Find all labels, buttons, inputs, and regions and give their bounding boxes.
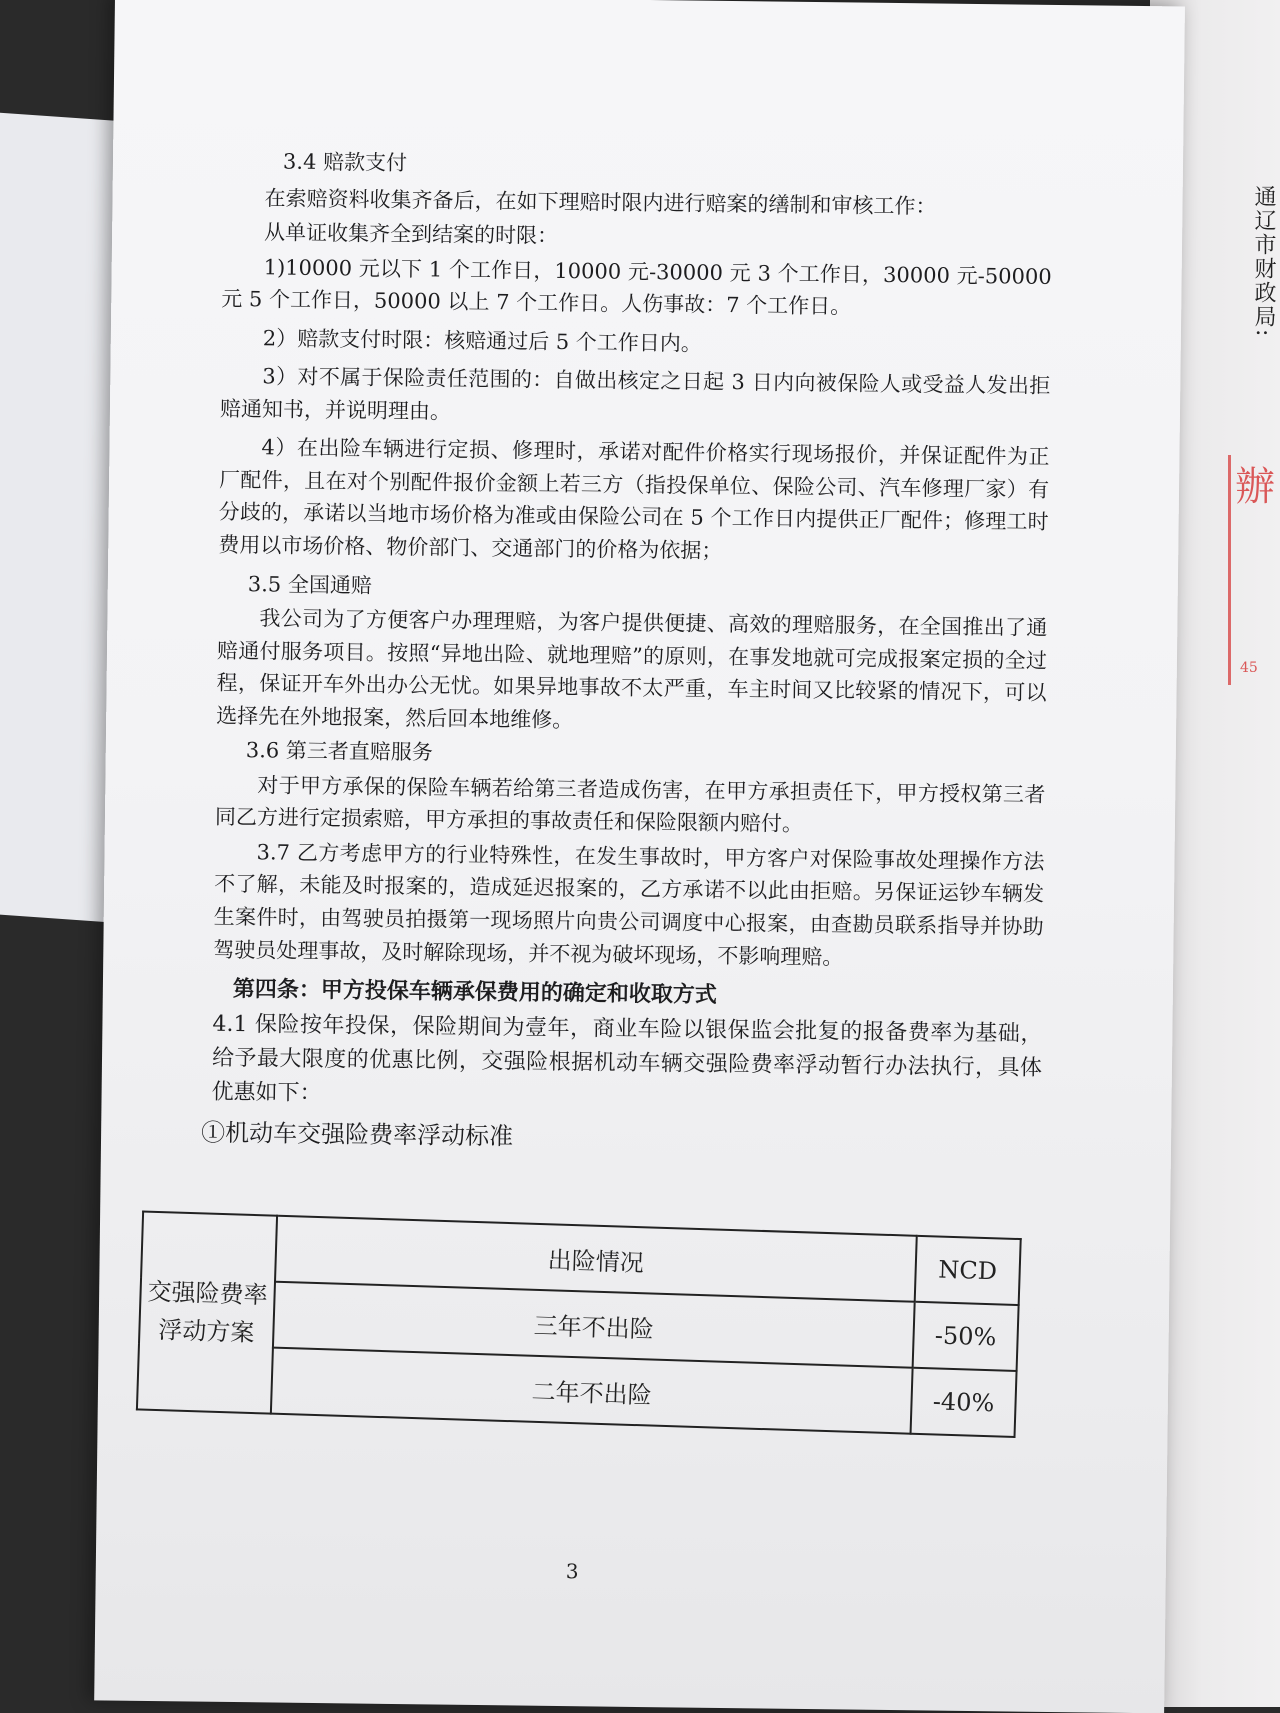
section-3-4-item-2: 2）赔款支付时限：核赔通过后 5 个工作日内。 <box>262 326 703 356</box>
side-document-text: 通辽市财政局: <box>1251 185 1276 339</box>
page-number: 3 <box>565 1559 579 1584</box>
section-3-4-title: 3.4 赔款支付 <box>282 149 408 176</box>
section-3-5-title: 3.5 全国通赔 <box>247 571 373 598</box>
section-3-7-body: 3.7 乙方考虑甲方的行业特殊性，在发生事故时，甲方客户对保险事故处理操作方法不了解，未能及时报案的，造成延迟报案的，乙方承诺不以此由拒赔。另保证运钞车辆发生案件时，由驾驶员拍摄第一现场照片向贵公司调度中心报案，由查勘员联系指导并协助驾驶员处理事故，及时解除现场，并不视为破坏现场，不影响理赔。 <box>213 840 1045 970</box>
header-situation-cell: 出险情况 <box>275 1216 917 1302</box>
section-3-6-body: 对于甲方承保的保险车辆若给第三者造成伤害，在甲方承担责任下，甲方授权第三者同乙方进行定损索赔，甲方承担的事故责任和保险限额内赔付。 <box>214 773 1046 837</box>
ncd-table <box>136 1210 1022 1438</box>
section-3-6-title: 3.6 第三者直赔服务 <box>245 738 434 765</box>
stamp-number: 45 <box>1240 660 1258 676</box>
ncd-cell: -40% <box>911 1368 1017 1437</box>
clause-4-1: 4.1 保险按年投保，保险期间为壹年，商业车险以银保监会批复的报备费率为基础，给予最大限度的优惠比例，交强险根据机动车辆交强险费率浮动暂行办法执行，具体优惠如下： <box>211 1011 1043 1107</box>
section-3-4-item-4: 4）在出险车辆进行定损、修理时，承诺对配件价格实行现场报价，并保证配件为正厂配件，且在对个别配件报价金额上若三方（指投保单位、保险公司、汽车修理厂家）有分歧的，承诺以当地市场价格为准或由保险公司在 5 个工作日内提供正厂配件；修理工时费用以市场价格、物价部门、交通部门的价格为依据； <box>218 435 1050 563</box>
document-body <box>200 145 1053 1162</box>
situation-cell: 二年不出险 <box>271 1348 913 1434</box>
article-4-title: 第四条：甲方投保车辆承保费用的确定和收取方式 <box>232 976 718 1009</box>
section-3-4-item-3: 3）对不属于保险责任范围的：自做出核定之日起 3 日内向被保险人或受益人发出拒赔通知书，并说明理由。 <box>219 364 1051 424</box>
section-3-5-body: 我公司为了方便客户办理理赔，为客户提供便捷、高效的理赔服务，在全国推出了通赔通付服务项目。按照“异地出险、就地理赔”的原则，在事发地就可完成报案定损的全过程，保证开车外出办公无忧。如果异地事故不太严重，车主时间又比较紧的情况下，可以选择先在外地报案，然后回本地维修。 <box>216 606 1048 732</box>
ncd-cell: -50% <box>913 1302 1019 1371</box>
item-1-title: ①机动车交强险费率浮动标准 <box>200 1118 514 1150</box>
stamp-char: 辦 <box>1235 464 1275 510</box>
red-stamp <box>1228 455 1280 685</box>
situation-cell: 三年不出险 <box>273 1282 915 1368</box>
header-ncd-cell: NCD <box>915 1236 1021 1305</box>
section-3-4-period: 从单证收集齐全到结案的时限： <box>263 220 559 248</box>
section-3-4-intro: 在索赔资料收集齐备后，在如下理赔时限内进行赔案的缮制和审核工作： <box>264 185 937 219</box>
document-page <box>94 0 1185 1713</box>
plan-label-cell: 交强险费率浮动方案 <box>137 1211 277 1413</box>
section-3-4-item-1: 1)10000 元以下 1 个工作日，10000 元-30000 元 3 个工作日，30000 元-50000 元 5 个工作日，50000 以上 7 个工作日。人伤事故：7 个工作日。 <box>221 254 1052 319</box>
